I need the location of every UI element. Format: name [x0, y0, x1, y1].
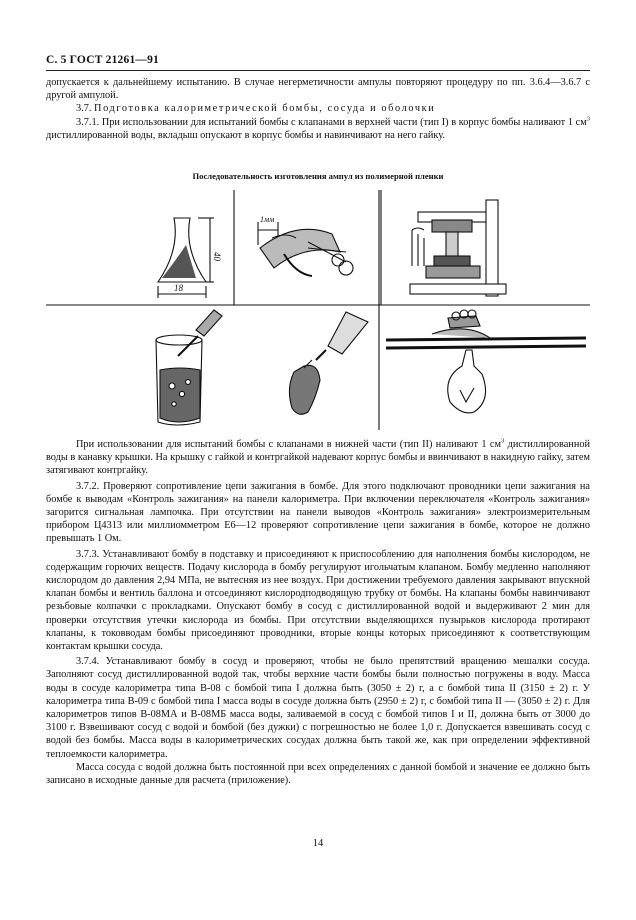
- section-heading: [46, 102, 590, 115]
- page-number: 14: [312, 838, 324, 849]
- ampoule-template-drawing: [158, 218, 214, 298]
- section-number: 3.7.: [76, 103, 92, 115]
- main-body: [46, 438, 590, 787]
- sealing-press-drawing: [410, 200, 506, 296]
- beaker-drawing: [156, 310, 222, 425]
- paragraph-3-7-2: 3.7.2. Проверяют сопротивление цепи зажигания в бомбе. Для этого подключают проводники цепи зажигания на бомбе к выводам «Контроль зажигания» на панели калориметра. При включении переключателя «Контроль зажигания» загорится сигнальная лампочка. При отсутствии на панели выводов «Контроль зажигания» электроизмерительным прибором Ц4313 или миллиомметром Е6—12 проверяют сопротивление цепи зажигания в бомбе, которое не должно превышать 1 Ом.: [46, 480, 590, 545]
- superscript: 3: [586, 115, 590, 123]
- glue-tube-drawing: [289, 312, 368, 414]
- page-header: С. 5 ГОСТ 21261—91: [46, 54, 159, 66]
- paragraph-text: дистиллированной воды в канавку крышки. На крышку с гайкой и контргайкой надевают корпус бомбы и ввинчивают в накидную гайку, затем затягивают контргайку.: [46, 439, 590, 477]
- paragraph-text: При использовании для испытаний бомбы с клапанами в нижней части (тип II) наливают 1 см: [76, 439, 501, 450]
- header-rule: [46, 70, 590, 71]
- paragraph-3-7-3: 3.7.3. Устанавливают бомбу в подставку и присоединяют к приспособлению для наполнения бомбы кислородом, не содержащим горючих веществ. Подачу кислорода в бомбу регулируют игольчатым клапаном. Бомбу медленно наполняют кислородом до давления 2,94 МПа, не вытесняя из нее воздух. При достижении требуемого давления закрывают впускной клапан бомбы и вентиль баллона и отсоединяют кислородподводящую трубку от бомбы. На клапаны бомбы навинчивают резьбовые колпачки с прокладками. Опускают бомбу в сосуд с дистиллированной водой и выдерживают 2 мин для проверки отсутствия утечки кислорода из бомбы. При отсутствии выделяющихся пузырьков кислорода протирают клапаны, к токовводам бомбы присоединяют проводники, вторые концы которых присоединяют к соответствующим контактам крышки сосуда.: [46, 548, 590, 653]
- continuation-paragraph: допускается к дальнейшему испытанию. В случае негерметичности ампулы повторяют процедуру по пп. 3.6.4—3.6.7 с другой ампулой.: [46, 77, 590, 102]
- paragraph-final: Масса сосуда с водой должна быть постоянной при всех определениях с данной бомбой и значение ее должно быть записано в исходные данные для расчета (приложение).: [46, 761, 590, 787]
- figure-caption: Последовательность изготовления ампул из полимерной пленки: [192, 171, 444, 181]
- dimension-40: 40: [212, 252, 222, 261]
- intro-block: [46, 76, 590, 142]
- paragraph-type-ii: [46, 438, 590, 478]
- superscript: 3: [500, 437, 505, 445]
- paragraph-text: 3.7.1. При использовании для испытаний бомбы с клапанами в верхней части (тип I) в корпус бомбы наливают 1 см: [76, 116, 587, 128]
- ampoule-figure: [46, 190, 590, 430]
- paragraph-3-7-1: [46, 116, 590, 142]
- dimension-18: 18: [174, 283, 183, 293]
- section-title: Подготовка калориметрической бомбы, сосуда и оболочки: [94, 103, 436, 115]
- scissors-drawing: [258, 222, 353, 276]
- paragraph-3-7-4: 3.7.4. Устанавливают бомбу в сосуд и проверяют, чтобы не было препятствий вращению мешалки сосуда. Заполняют сосуд дистиллированной водой так, чтобы верхние части бомбы были полностью погружены в воду. Масса воды в сосуде калориметра типа В-08 с бомбой типа I должна быть (3050 ± 2) г, а с бомбой типа II (3150 ± 2) г. У калориметра типа В-09 с бомбой типа I масса воды в сосуде должна быть (2950 ± 2) г, с бомбой типа II — (3050 ± 2) г. Для калориметров типов В-08МА и В-08МБ масса воды, заливаемой в сосуд с бомбой типов I и II, должна быть от 3000 до 3100 г. Взвешивают сосуд с водой и бомбой (без дужки) с погрешностью не более 1,0 г. Допускается взвешивать сосуд с водой без бомбы. Масса воды в калориметрических сосудах должна быть такой же, как при определении эффективной теплоемкости калориметра.: [46, 656, 590, 760]
- paragraph-text: дистиллированной воды, вкладыш опускают в корпус бомбы и навинчивают на него гайку.: [46, 129, 445, 141]
- heat-sealer-drawing: [386, 310, 586, 413]
- dimension-1mm: 1мм: [260, 215, 275, 224]
